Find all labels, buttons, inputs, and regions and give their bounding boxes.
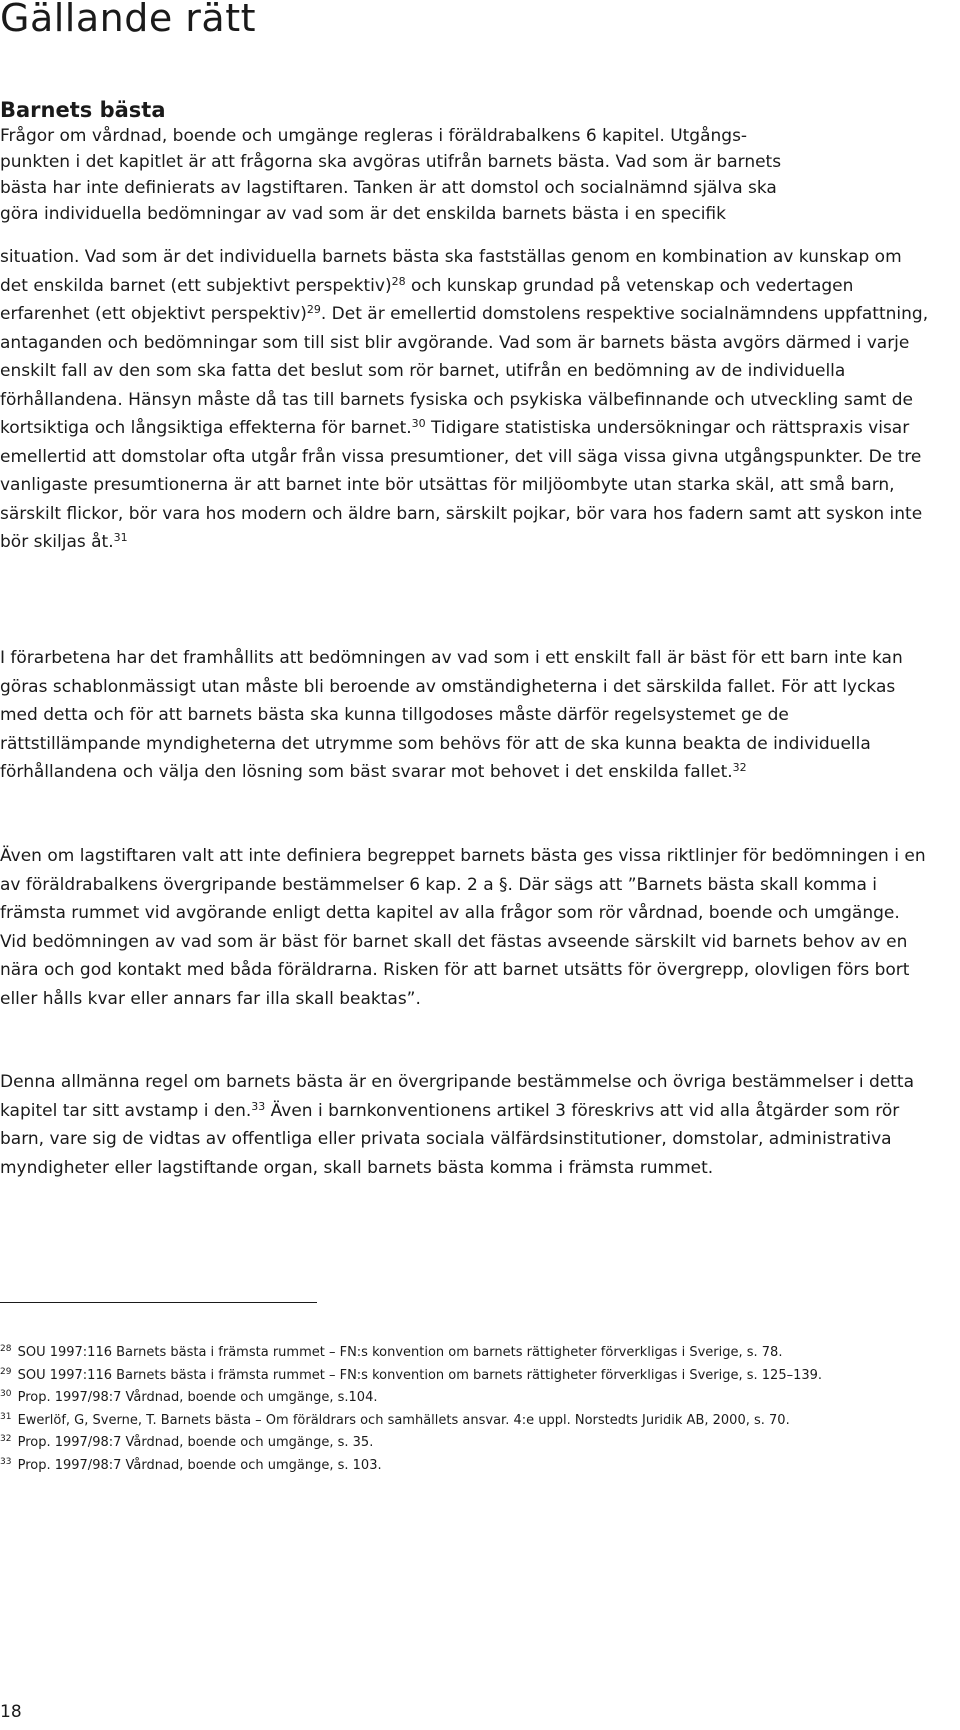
footnote-reference[interactable]: 29 bbox=[306, 303, 321, 316]
paragraph-text: . Det är emellertid domstolens respektive socialnämndens uppfattning, antaganden och bedömningar som till sist blir avgörande. Vad som är barnets bästa avgörs därmed i varje enskilt fall av den som ska fatta det beslut som rör barnet, utifrån en bedömning av de individuella förhållandena. Hänsyn måste då tas till barnets fysiska och psykiska välbefinnande och utveckling samt de kortsiktiga och långsiktiga effekterna för barnet. bbox=[0, 304, 929, 438]
footnote-number: 29 bbox=[0, 1366, 12, 1377]
footnote-item bbox=[0, 1455, 950, 1478]
footnote-item bbox=[0, 1387, 950, 1410]
paragraph-text: göra individuella bedömningar av vad som är det enskilda barnets bästa i en specifik bbox=[0, 204, 726, 224]
footnote-text: SOU 1997:116 Barnets bästa i främsta rummet – FN:s konvention om barnets rättigheter förverkligas i Sverige, s. 78. bbox=[13, 1345, 783, 1360]
paragraph-text: Tidigare statistiska undersökningar och rättspraxis visar emellertid att domstolar ofta utgår från vissa presumtioner, det vill säga vissa givna utgångspunkter. De tre vanligaste presumtionerna är att barnet inte bör utsättas för miljöombyte utan starka skäl, att små barn, särskilt flickor, bör vara hos modern och äldre barn, särskilt pojkar, bör vara hos fadern samt att syskon inte bör skiljas åt. bbox=[0, 418, 923, 552]
paragraph-situation bbox=[0, 243, 930, 557]
footnote-number: 31 bbox=[0, 1411, 12, 1422]
paragraph-intro bbox=[0, 123, 930, 227]
section-heading: Barnets bästa bbox=[0, 98, 166, 122]
page-title: Gällande rätt bbox=[0, 0, 257, 40]
paragraph-text: Frågor om vårdnad, boende och umgänge regleras i föräldrabalkens 6 kapitel. Utgångs- bbox=[0, 126, 748, 146]
footnote-reference[interactable]: 31 bbox=[113, 531, 128, 544]
footnote-number: 33 bbox=[0, 1456, 12, 1467]
footnote-number: 28 bbox=[0, 1344, 12, 1354]
footnote-divider bbox=[0, 1302, 317, 1303]
footnote-reference[interactable]: 32 bbox=[732, 761, 747, 774]
page-number: 18 bbox=[0, 1702, 22, 1722]
paragraph-text: och kunskap grundad på vetenskap och vedertagen erfarenhet (ett objektivt perspektiv) bbox=[0, 275, 854, 324]
footnote-item bbox=[0, 1432, 950, 1455]
paragraph-text: I förarbetena har det framhållits att bedömningen av vad som i ett enskilt fall är bäst för ett barn inte kan göras schablonmässigt utan måste bli beroende av omständigheterna i det särskilda fallet. För att lyckas med detta och för att barnets bästa ska kunna tillgodoses måste därför regelsystemet ge de rättstillämpande myndigheterna det utrymme som behövs för att de ska kunna beakta de individuella förhållandena och välja den lösning som bäst svarar mot behovet i det enskilda fallet. bbox=[0, 648, 903, 782]
paragraph-general-rule bbox=[0, 1068, 930, 1182]
footnote-text: Prop. 1997/98:7 Vårdnad, boende och umgänge, s.104. bbox=[13, 1390, 378, 1406]
footnote-list bbox=[0, 1342, 950, 1478]
footnote-reference[interactable]: 33 bbox=[251, 1099, 266, 1113]
footnote-text: Prop. 1997/98:7 Vårdnad, boende och umgänge, s. 103. bbox=[13, 1457, 382, 1473]
paragraph-text: situation. Vad som är det individuella barnets bästa ska fastställas genom en kombination av kunskap om det enskilda barnet (ett subjektivt perspektiv) bbox=[0, 247, 902, 296]
paragraph-text: Även om lagstiftaren valt att inte definiera begreppet barnets bästa ges vissa riktlinjer för bedömningen i en av föräldrabalkens övergripande bestämmelser 6 kap. 2 a §. Där sägs att ”Barnets bästa skall komma i främsta rummet vid avgörande enligt detta kapitel av alla frågor som rör vårdnad, boende och umgänge. Vid bedömningen av vad som är bäst för barnet skall det fästas avseende särskilt vid barnets behov av en nära och god kontakt med båda föräldrarna. Risken för att barnet utsätts för övergrepp, olovligen förs bort eller hålls kvar eller annars far illa skall beaktas”. bbox=[0, 846, 926, 1009]
paragraph-text: bästa har inte definierats av lagstiftaren. Tanken är att domstol och socialnämnd själva ska bbox=[0, 178, 777, 198]
footnote-number: 32 bbox=[0, 1434, 12, 1445]
footnote-text: Ewerlöf, G, Sverne, T. Barnets bästa – Om föräldrars och samhällets ansvar. 4:e uppl. Norstedts Juridik AB, 2000, s. 70. bbox=[13, 1412, 790, 1428]
footnote-text: Prop. 1997/98:7 Vårdnad, boende och umgänge, s. 35. bbox=[13, 1435, 374, 1451]
paragraph-text: punkten i det kapitlet är att frågorna ska avgöras utifrån barnets bästa. Vad som är barnets bbox=[0, 152, 782, 172]
footnote-item bbox=[0, 1365, 950, 1388]
paragraph-legislation bbox=[0, 842, 930, 1013]
footnote-reference[interactable]: 30 bbox=[411, 417, 426, 430]
paragraph-text: Denna allmänna regel om barnets bästa är en övergripande bestämmelse och övriga bestämmelser i detta kapitel tar sitt avstamp i den. bbox=[0, 1072, 915, 1121]
footnote-number: 30 bbox=[0, 1389, 12, 1400]
footnote-item bbox=[0, 1342, 950, 1365]
footnote-reference[interactable]: 28 bbox=[391, 274, 406, 288]
footnote-text: SOU 1997:116 Barnets bästa i främsta rummet – FN:s konvention om barnets rättigheter förverkligas i Sverige, s. 125–139. bbox=[13, 1367, 823, 1383]
footnote-item bbox=[0, 1410, 950, 1433]
paragraph-text: Även i barnkonventionens artikel 3 föreskrivs att vid alla åtgärder som rör barn, vare sig de vidtas av offentliga eller privata sociala välfärdsinstitutioner, domstolar, administrativa myndigheter eller lagstiftande organ, skall barnets bästa komma i främsta rummet. bbox=[0, 1100, 900, 1178]
paragraph-preparatory-works bbox=[0, 644, 930, 787]
